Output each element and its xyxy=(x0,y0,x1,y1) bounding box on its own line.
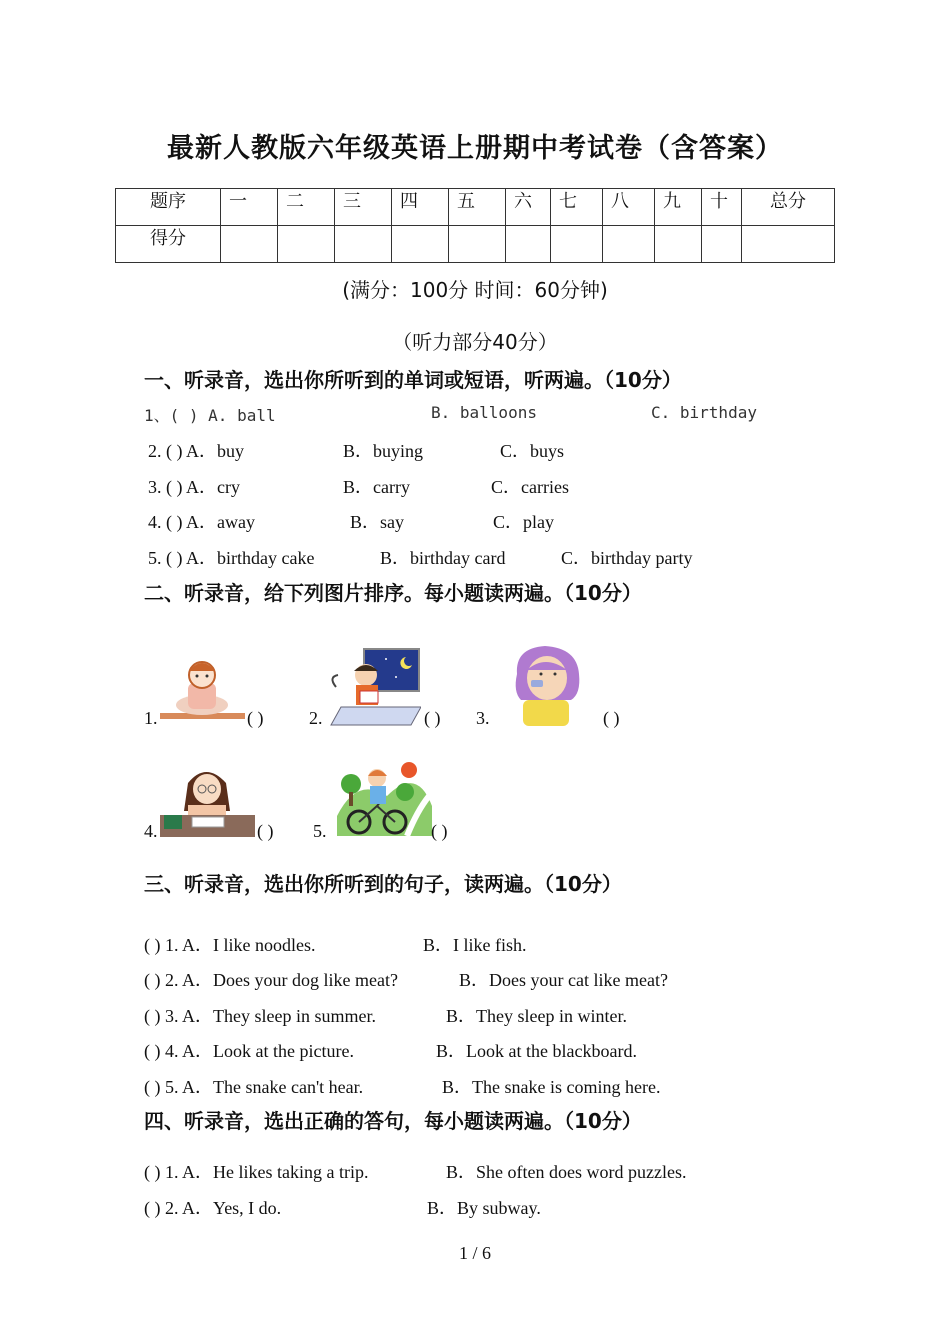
score-cell xyxy=(278,226,335,263)
table-cell: 一 xyxy=(221,189,278,226)
q2-b: B．buying xyxy=(343,441,424,461)
s3-item-2-b: B．Does your cat like meat? xyxy=(459,970,668,990)
s4-item-1-b: B．She often does word puzzles. xyxy=(446,1162,687,1182)
section-2-title: 二、听录音，给下列图片排序。每小题读两遍。（10分） xyxy=(144,581,642,605)
pic-label-4: 4. xyxy=(144,821,158,841)
s3-item-1-a: ( ) 1. A．I like noodles. xyxy=(144,935,316,955)
girl-eating-picture xyxy=(160,655,245,725)
table-cell: 三 xyxy=(335,189,392,226)
table-cell: 得分 xyxy=(116,226,221,263)
score-cell xyxy=(449,226,506,263)
table-cell: 二 xyxy=(278,189,335,226)
table-cell: 题序 xyxy=(116,189,221,226)
q1-a: 1、( ) A. ball xyxy=(144,406,276,425)
table-cell: 总分 xyxy=(742,189,835,226)
s3-item-1-b: B．I like fish. xyxy=(423,935,527,955)
section-1-title: 一、听录音，选出你所听到的单词或短语，听两遍。（10分） xyxy=(144,368,682,392)
score-cell xyxy=(392,226,449,263)
s4-item-2-b: B．By subway. xyxy=(427,1198,541,1218)
pic-label-1: 1. xyxy=(144,708,158,728)
score-cell xyxy=(221,226,278,263)
q4-b: B．say xyxy=(350,512,404,532)
score-cell xyxy=(702,226,742,263)
exam-meta: (满分：100分 时间：60分钟) xyxy=(342,278,608,302)
girl-brushing-teeth-picture xyxy=(505,644,585,726)
q4-a: 4. ( ) A．away xyxy=(148,512,255,532)
score-cell xyxy=(335,226,392,263)
pic-bracket-2: ( ) xyxy=(424,708,441,728)
score-cell xyxy=(655,226,702,263)
s3-item-2-a: ( ) 2. A．Does your dog like meat? xyxy=(144,970,398,990)
s3-item-4-a: ( ) 4. A．Look at the picture. xyxy=(144,1041,354,1061)
q5-a: 5. ( ) A．birthday cake xyxy=(148,548,315,568)
q1-c: C. birthday xyxy=(651,403,757,422)
score-cell xyxy=(742,226,835,263)
score-table xyxy=(115,188,835,263)
s3-item-4-b: B．Look at the blackboard. xyxy=(436,1041,637,1061)
q5-b: B．birthday card xyxy=(380,548,506,568)
girl-doing-homework-picture xyxy=(160,765,255,837)
pic-label-5: 5. xyxy=(313,821,327,841)
score-cell xyxy=(506,226,551,263)
table-cell: 六 xyxy=(506,189,551,226)
score-table-header-row xyxy=(116,189,835,226)
s4-item-2-a: ( ) 2. A．Yes, I do. xyxy=(144,1198,282,1218)
table-cell: 十 xyxy=(702,189,742,226)
q2-c: C．buys xyxy=(500,441,565,461)
table-cell: 四 xyxy=(392,189,449,226)
s3-item-3-b: B．They sleep in winter. xyxy=(446,1006,627,1026)
table-cell: 八 xyxy=(603,189,655,226)
page-title: 最新人教版六年级英语上册期中考试卷（含答案） xyxy=(167,133,783,164)
q1-b: B. balloons xyxy=(431,403,537,422)
pic-bracket-1: ( ) xyxy=(247,708,264,728)
q5-c: C．birthday party xyxy=(561,548,693,568)
pic-label-2: 2. xyxy=(309,708,323,728)
q3-b: B．carry xyxy=(343,477,410,497)
listening-note: （听力部分40分） xyxy=(392,330,558,354)
s3-item-5-a: ( ) 5. A．The snake can't hear. xyxy=(144,1077,364,1097)
s4-item-1-a: ( ) 1. A．He likes taking a trip. xyxy=(144,1162,369,1182)
pic-bracket-4: ( ) xyxy=(257,821,274,841)
q2-a: 2. ( ) A．buy xyxy=(148,441,244,461)
page-number: 1 / 6 xyxy=(458,1243,491,1263)
table-cell: 七 xyxy=(551,189,603,226)
q3-c: C．carries xyxy=(491,477,569,497)
s3-item-5-b: B．The snake is coming here. xyxy=(442,1077,661,1097)
score-table-score-row xyxy=(116,226,835,263)
table-cell: 九 xyxy=(655,189,702,226)
section-4-title: 四、听录音，选出正确的答句，每小题读两遍。（10分） xyxy=(144,1109,642,1133)
q4-c: C．play xyxy=(493,512,554,532)
pic-bracket-5: ( ) xyxy=(431,821,448,841)
girl-riding-bike-picture xyxy=(337,756,432,836)
pic-bracket-3: ( ) xyxy=(603,708,620,728)
q3-a: 3. ( ) A．cry xyxy=(148,477,240,497)
score-cell xyxy=(603,226,655,263)
pic-label-3: 3. xyxy=(476,708,490,728)
score-cell xyxy=(551,226,603,263)
section-3-title: 三、听录音，选出你所听到的句子，读两遍。（10分） xyxy=(144,872,622,896)
table-cell: 五 xyxy=(449,189,506,226)
s3-item-3-a: ( ) 3. A．They sleep in summer. xyxy=(144,1006,376,1026)
boy-reading-night-picture xyxy=(326,647,421,727)
